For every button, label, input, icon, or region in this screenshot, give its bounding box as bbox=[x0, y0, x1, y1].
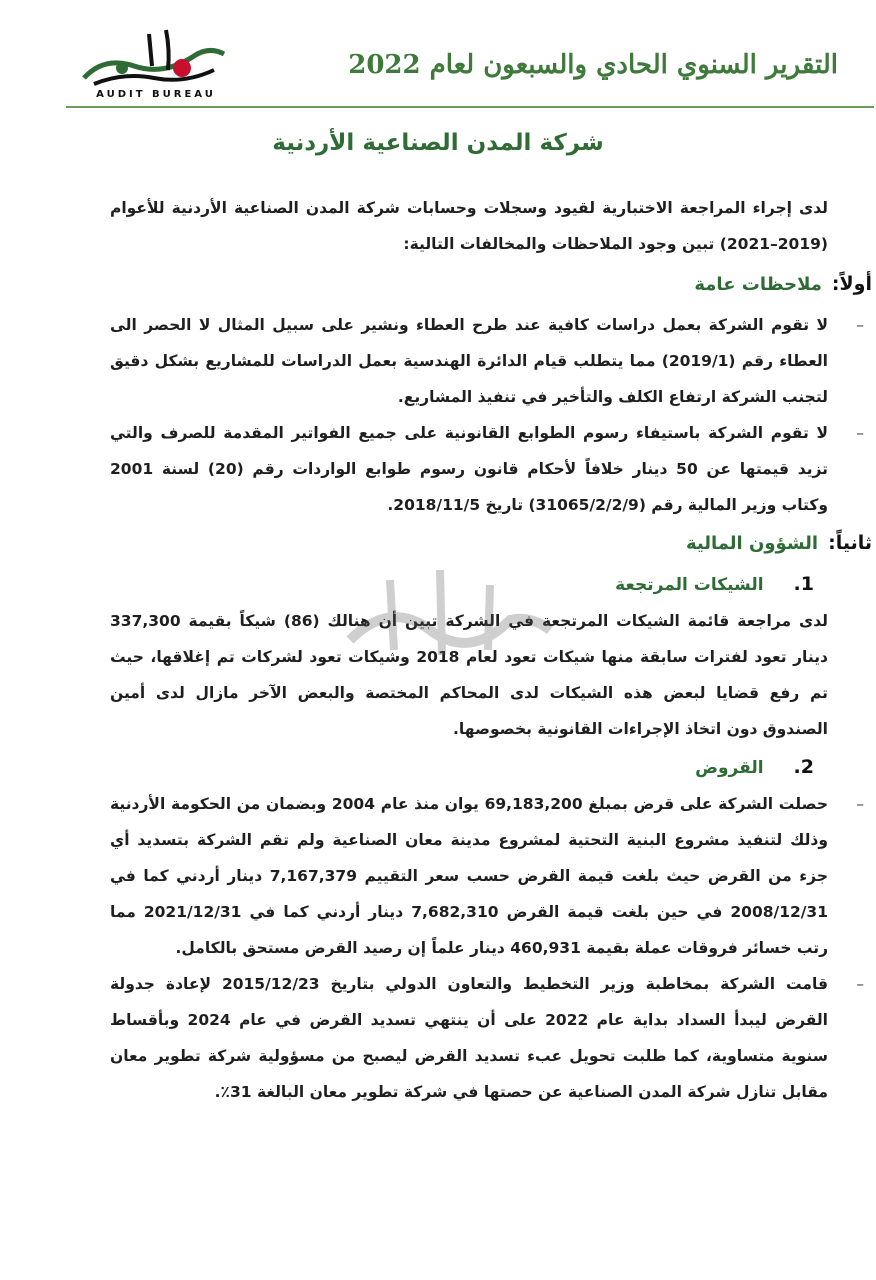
subsection-number: 2. bbox=[793, 756, 814, 778]
section-label: الشؤون المالية bbox=[685, 533, 819, 554]
section-label: ملاحظات عامة bbox=[694, 274, 822, 295]
logo-text: AUDIT BUREAU bbox=[96, 89, 216, 100]
section-number: أولاً: bbox=[831, 273, 872, 295]
bullet-text: لا تقوم الشركة باستيفاء رسوم الطوابع القانونية على جميع الفواتير المقدمة للصرف والتي تزيد قيمتها عن 50 دينار خلافاً لأحكام قانون رسوم طوابع الواردات رقم (20) لسنة 2001 وكتاب وزير المالية رقم (31065/2/2/9) تاريخ 2018/11/5. bbox=[110, 424, 828, 514]
subsection-returned-checks-heading bbox=[110, 566, 814, 603]
subsection-number: 1. bbox=[793, 573, 814, 595]
header-divider bbox=[66, 106, 874, 108]
report-body bbox=[110, 190, 872, 1110]
report-title: التقرير السنوي الحادي والسبعون لعام 2022 bbox=[348, 50, 838, 80]
subsection-label: الشيكات المرتجعة bbox=[615, 575, 764, 595]
returned-checks-paragraph: لدى مراجعة قائمة الشيكات المرتجعة في الشركة تبين أن هنالك (86) شيكاً بقيمة 337,300 دينار تعود لفترات سابقة منها شيكات تعود لعام 2018 وشيكات تعود لشركات تم إغلاقها، حيث تم رفع قضايا لبعض هذه الشيكات لدى المحاكم المختصة والبعض الآخر مازال لدى أمين الصندوق دون اتخاذ الإجراءات القانونية بخصوصها. bbox=[110, 612, 828, 738]
section-general-notes-heading bbox=[112, 266, 872, 303]
section-number: ثانياً: bbox=[828, 532, 872, 554]
dash-bullet-icon: – bbox=[856, 795, 864, 813]
page-title: شركة المدن الصناعية الأردنية bbox=[272, 130, 604, 156]
subsection-loans-heading bbox=[110, 749, 814, 786]
dash-bullet-icon: – bbox=[856, 975, 864, 993]
bullet-text: حصلت الشركة على قرض بمبلغ 69,183,200 يوان منذ عام 2004 وبضمان من الحكومة الأردنية وذلك لتنفيذ مشروع البنية التحتية لمشروع مدينة معان الصناعية ولم تقم الشركة بتسديد أي جزء من القرض حيث بلغت قيمة القرض حسب سعر التقييم 7,167,379 دينار أردني كما في 2008/12/31 في حين بلغت قيمة القرض 7,682,310 دينار أردني كما في 2021/12/31 مما رتب خسائر فروقات عملة بقيمة 460,931 دينار علماً إن رصيد القرض مستحق بالكامل. bbox=[110, 795, 828, 957]
list-item bbox=[110, 415, 864, 523]
dash-bullet-icon: – bbox=[856, 316, 864, 334]
bullet-text: قامت الشركة بمخاطبة وزير التخطيط والتعاون الدولي بتاريخ 2015/12/23 لإعادة جدولة القرض ليبدأ السداد بداية عام 2022 على أن ينتهي تسديد القرض في عام 2024 وبأقساط سنوية متساوية، كما طلبت تحويل عبء تسديد القرض ليصبح من مسؤولية شركة تطوير معان مقابل تنازل شركة المدن الصناعية عن حصتها في شركة تطوير معان البالغة 31٪. bbox=[110, 975, 828, 1101]
list-item bbox=[110, 966, 864, 1110]
dash-bullet-icon: – bbox=[856, 424, 864, 442]
section-financial-heading bbox=[112, 525, 872, 562]
list-item bbox=[110, 786, 864, 966]
intro-paragraph: لدى إجراء المراجعة الاختبارية لقيود وسجلات وحسابات شركة المدن الصناعية الأردنية للأعوام (2019–2021) تبين وجود الملاحظات والمخالفات التالية: bbox=[110, 199, 828, 253]
subsection-label: القروض bbox=[695, 758, 764, 778]
page-header bbox=[0, 0, 876, 112]
bullet-text: لا تقوم الشركة بعمل دراسات كافية عند طرح العطاء ونشير على سبيل المثال لا الحصر الى العطاء رقم (2019/1) مما يتطلب قيام الدائرة الهندسية بعمل الدراسات للمشاريع بشكل دقيق لتجنب الشركة ارتفاع الكلف والتأخير في تنفيذ المشاريع. bbox=[110, 316, 828, 406]
list-item bbox=[110, 307, 864, 415]
